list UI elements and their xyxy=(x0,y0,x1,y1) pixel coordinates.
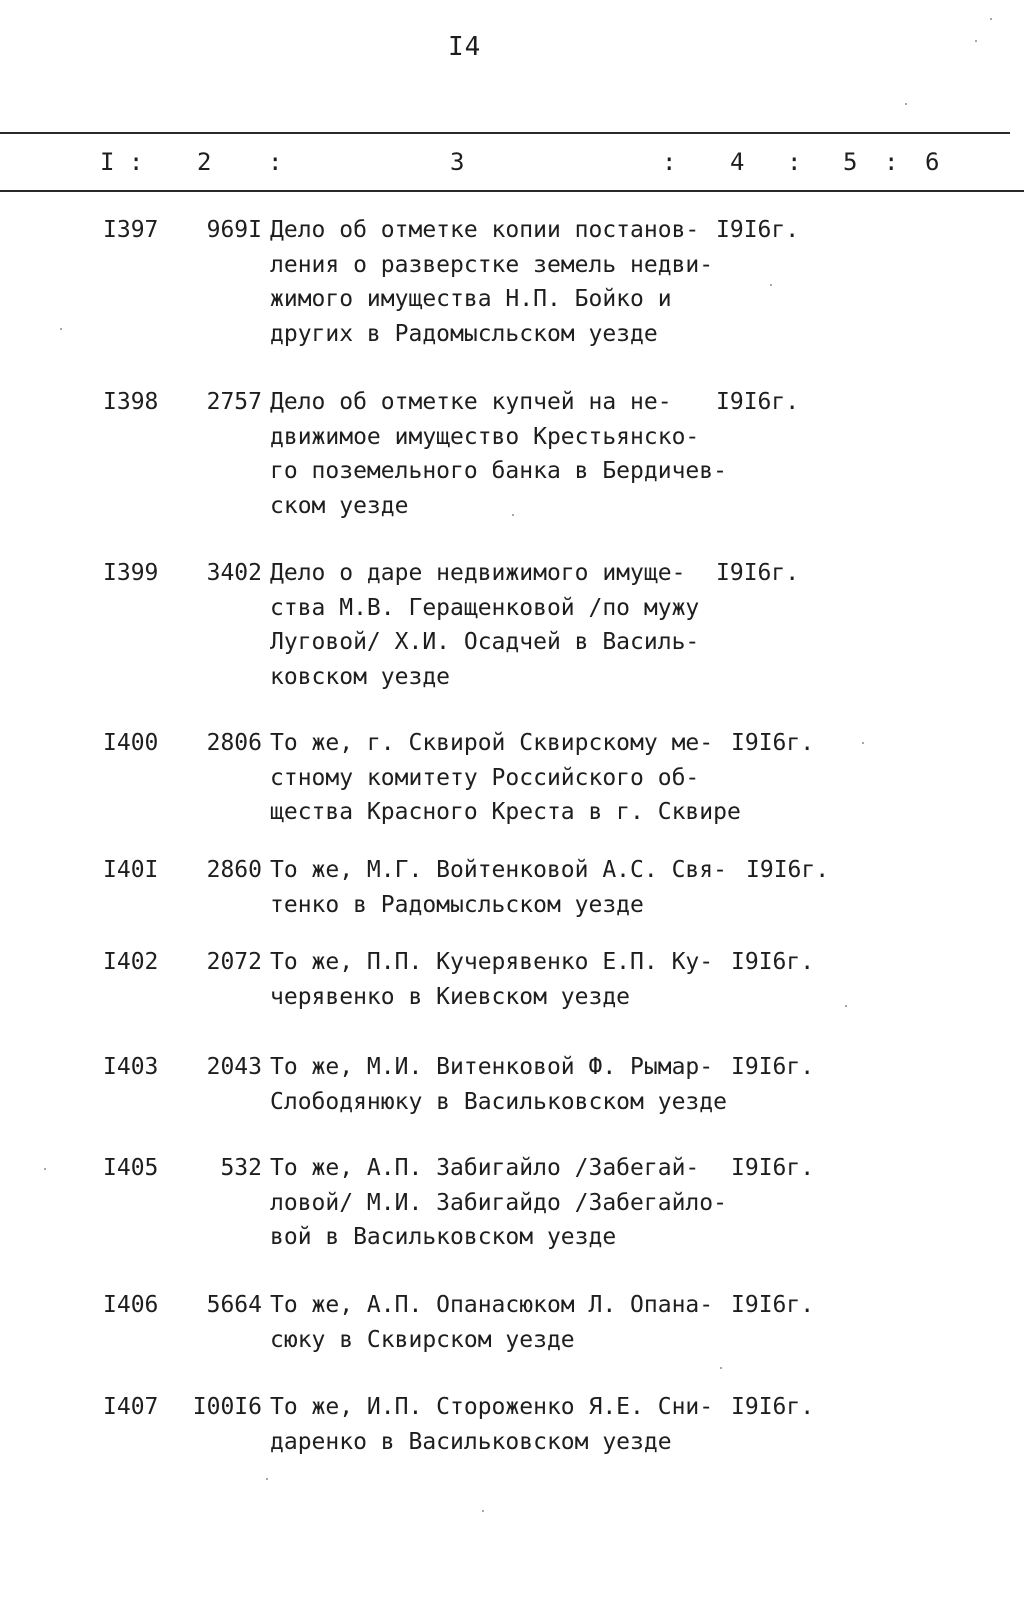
case-title: То же, М.Г. Войтенковой А.С. Свя- тенко в Радомысльском уезде xyxy=(270,857,727,918)
case-date: I9I6г. xyxy=(716,217,800,243)
scan-speck xyxy=(60,328,62,330)
entry-number: I400 xyxy=(103,730,159,756)
case-title: То же, П.П. Кучерявенко Е.П. Ку- черявенко в Киевском уезде xyxy=(270,949,714,1010)
scan-speck xyxy=(862,742,864,744)
case-title: Дело об отметке купчей на не- движимое имущество Крестьянско- го поземельного банка в Бердичев- ском уезде xyxy=(270,389,727,519)
header-separator: : xyxy=(268,148,283,176)
case-date: I9I6г. xyxy=(731,1292,815,1318)
scan-speck xyxy=(44,1168,46,1170)
scan-speck xyxy=(770,284,772,286)
page-number: I4 xyxy=(448,32,482,62)
case-date: I9I6г. xyxy=(746,857,830,883)
header-col1: I : xyxy=(100,148,144,176)
case-number: 2806 xyxy=(206,730,262,756)
header-bottom-rule xyxy=(0,190,1024,192)
case-date: I9I6г. xyxy=(716,560,800,586)
case-title: То же, М.И. Витенковой Ф. Рымар- Слободянюку в Васильковском уезде xyxy=(270,1054,727,1115)
case-number: 2860 xyxy=(206,857,262,883)
case-number: 3402 xyxy=(206,560,262,586)
case-number: I00I6 xyxy=(192,1394,262,1420)
case-date: I9I6г. xyxy=(731,1054,815,1080)
case-number: 5664 xyxy=(206,1292,262,1318)
case-number: 2757 xyxy=(206,389,262,415)
entry-number: I407 xyxy=(103,1394,159,1420)
case-title: Дело о даре недвижимого имуще- ства М.В. Геращенковой /по мужу Луговой/ Х.И. Осадчей в Василь- ковском уезде xyxy=(270,560,700,690)
header-separator: : xyxy=(662,148,677,176)
case-date: I9I6г. xyxy=(731,949,815,975)
case-title: То же, А.П. Опанасюком Л. Опана- сюку в Сквирском уезде xyxy=(270,1292,714,1353)
scan-speck xyxy=(845,1005,847,1007)
case-date: I9I6г. xyxy=(731,1155,815,1181)
entry-number: I398 xyxy=(103,389,159,415)
entry-number: I403 xyxy=(103,1054,159,1080)
entry-number: I402 xyxy=(103,949,159,975)
case-date: I9I6г. xyxy=(731,1394,815,1420)
case-title: То же, И.П. Стороженко Я.Е. Сни- даренко в Васильковском уезде xyxy=(270,1394,714,1455)
header-separator: : xyxy=(884,148,899,176)
case-number: 969I xyxy=(206,217,262,243)
scan-speck xyxy=(482,1510,484,1512)
header-col3: 3 xyxy=(450,148,465,176)
case-title: То же, А.П. Забигайло /Забегай- ловой/ М.И. Забигайдо /Забегайло- вой в Васильковском уезде xyxy=(270,1155,727,1250)
header-col2: 2 xyxy=(197,148,212,176)
entry-number: I397 xyxy=(103,217,159,243)
entry-number: I405 xyxy=(103,1155,159,1181)
scan-speck xyxy=(990,18,992,20)
header-col4: 4 xyxy=(730,148,745,176)
scan-speck xyxy=(905,103,907,105)
header-col6: 6 xyxy=(925,148,940,176)
scan-speck xyxy=(720,1367,722,1369)
case-number: 2072 xyxy=(206,949,262,975)
entry-number: I406 xyxy=(103,1292,159,1318)
case-date: I9I6г. xyxy=(716,389,800,415)
header-top-rule xyxy=(0,132,1010,134)
scan-speck xyxy=(512,514,514,516)
entry-number: I399 xyxy=(103,560,159,586)
entry-number: I40I xyxy=(103,857,159,883)
scan-speck xyxy=(266,1478,268,1480)
case-number: 2043 xyxy=(206,1054,262,1080)
case-title: Дело об отметке копии постанов- ления о разверстке земель недви- жимого имущества Н.П. Бойко и других в Радомысльском уезде xyxy=(270,217,714,347)
scan-speck xyxy=(975,40,977,42)
case-title: То же, г. Сквирой Сквирскому ме- стному комитету Российского об- щества Красного Креста в г. Сквире xyxy=(270,730,741,825)
case-date: I9I6г. xyxy=(731,730,815,756)
header-separator: : xyxy=(787,148,802,176)
header-col5: 5 xyxy=(843,148,858,176)
case-number: 532 xyxy=(220,1155,262,1181)
